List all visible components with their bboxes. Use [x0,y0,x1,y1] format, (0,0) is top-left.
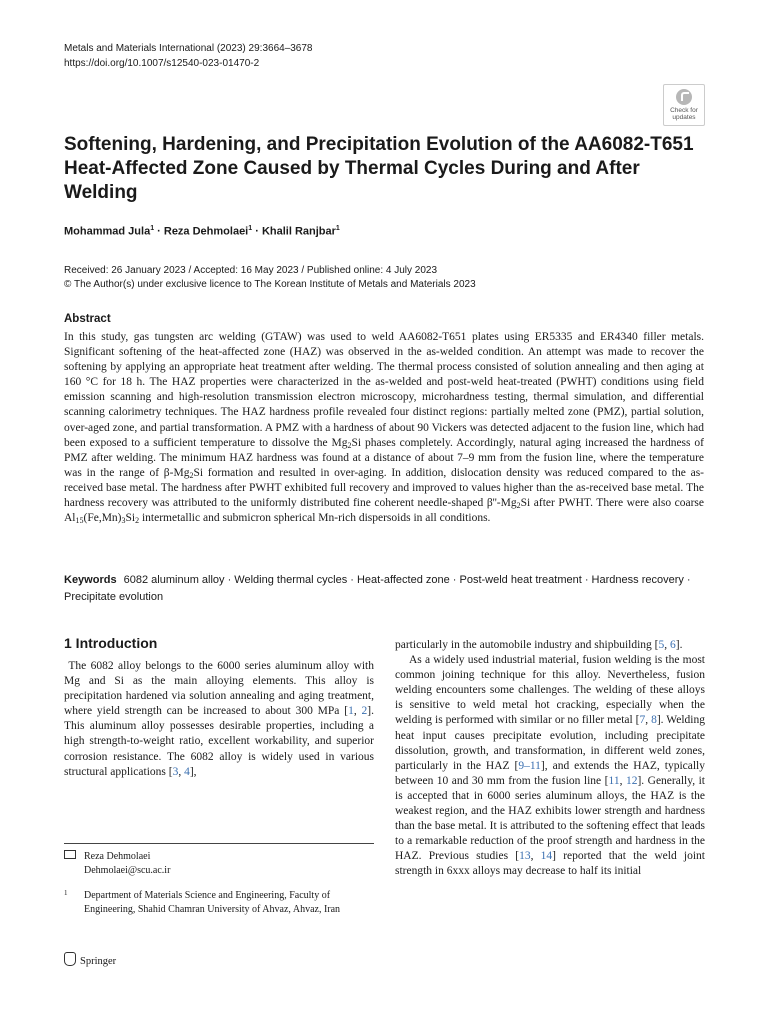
envelope-icon [64,850,76,859]
body-column-left [64,659,374,780]
keywords-label: Keywords [64,574,117,586]
citation-link[interactable]: 1 [348,705,354,718]
journal-citation [64,41,313,71]
doi-link[interactable]: https://doi.org/10.1007/s12540-023-01470-2 [64,58,260,69]
affiliation-text: Department of Materials Science and Engineering, Faculty of Engineering, Shahid Chamran University of Ahvaz, Ahvaz, Iran [84,890,341,915]
corresponding-author-name: Reza Dehmolaei [84,851,151,862]
abstract-text: In this study, gas tungsten arc welding (GTAW) was used to weld AA6082-T651 plates using ER5335 and ER4340 filler metals. Significant softening of the heat-affected zone (HAZ) was observed in the as-welded condition. An attempt was made to recover the softening by applying an appropriate heat treatment after welding. The thermal process consisted of solution annealing and then aging at 160 °C for 18 h. The HAZ properties were characterized in the as-welded and post-weld heat-treated (PWHT) conditions using field emission scanning and high-resolution transmission electron microscopy, microhardness testing, thermal simulation, and differential scanning calorimetry techniques. The HAZ hardness profile revealed four distinct regions: partially melted zone (PMZ), partial solution, over-aged zone, and partial transformation. A PMZ with a hardness of about 90 Vickers was detected adjacent to the fusion line, which had been exposed to a sufficient temperature to dissolve the $Mg_2Si$ phases completely. Accordingly, natural aging increased the hardness of PMZ after welding. The minimum HAZ hardness was found at a distance of about 7–9 mm from the fusion line, where the temperature was in the range of $\beta-Mg_2Si$ formation and resulted in over-aging. In addition, dislocation density was reduced compared to the as-received base metal. The hardness after PWHT exhibited full recovery and improved to values higher than the as-received base metal. The hardness recovery was attributed to the uniformly distributed fine coherent needle-shaped $\beta''-Mg_2Si$ after PWHT. There were also coarse $Al_{15}(Fe,Mn)_3Si_2$ intermetallic and submicron spherical Mn-rich dispersoids in all conditions. [64,331,705,526]
paragraph: particularly in the automobile industry and shipbuilding [5, 6]. [395,639,683,651]
citation-link[interactable]: 3 [172,765,179,778]
paper-title: Softening, Hardening, and Precipitation Evolution of the AA6082-T651 Heat-Affected Zone Caused by Thermal Cycles During and After Welding [64,134,694,203]
citation-link[interactable]: 9–11 [518,759,541,772]
citation-link[interactable]: 6 [670,639,676,651]
keywords-text: 6082 aluminum alloy · Welding thermal cycles · Heat-affected zone · Post-weld heat treatment · Hardness recovery · Precipitate evolution [64,574,691,603]
publisher-name: Springer [80,956,117,967]
author-affiliation-mark: 1 [150,225,155,232]
badge-line-2: updates [672,114,696,121]
journal-line: Metals and Materials International (2023) 29:3664–3678 [64,43,313,54]
corresponding-author [64,850,170,878]
citation-link[interactable]: 13 [519,850,531,863]
citation-link[interactable]: 4 [184,765,190,778]
paragraph: The 6082 alloy belongs to the 6000 series aluminum alloy with Mg and Si as the main alloying elements. This alloy is precipitation hardened via solution annealing and aging treatment, where yield strength can be increased to about 300 MPa [1, 2]. This aluminum alloy possesses desirable properties, including a high strength-to-weight ratio, excellent workability, and superior corrosion resistance. The 6082 alloy is widely used in various structural applications [3, 4], [64,660,374,778]
author-separator: · [154,225,164,238]
body-column-right [395,638,705,880]
check-for-updates-badge[interactable] [663,84,705,126]
badge-line-1: Check for [670,107,698,114]
publisher-footer [64,952,116,967]
crossmark-icon [676,89,692,105]
section-heading-introduction: 1 Introduction [64,635,158,651]
author-name[interactable]: Reza Dehmolaei [163,225,249,238]
citation-link[interactable]: 12 [625,774,638,787]
citation-link[interactable]: 2 [361,705,368,718]
abstract-heading: Abstract [64,313,111,325]
keywords [64,572,704,605]
author-name[interactable]: Mohammad Jula [64,225,151,238]
citation-link[interactable]: 14 [540,850,553,863]
paragraph: As a widely used industrial material, fusion welding is the most common joining technique for this alloy. Nevertheless, fusion welding encounters some challenges. The welding of these alloys is sensitive to weld metal hot cracking, especially when the welding is performed with similar or no filler metal [7, 8]. Welding heat input causes precipitate evolution, including precipitate dissolution, growth, and transformation, in different weld zones, particularly in the HAZ [9–11], and extends the HAZ, typically between 10 and 30 mm from the fusion line [11, 12]. Generally, it is accepted that in 6000 series aluminum alloys, the HAZ is the weakest region, and the HAZ exhibits lower strength and hardness than the base metal. It is attributed to the softening effect that leads to a remarkable reduction of the proof strength and hardness in the HAZ. Previous studies [13, 14] reported that the weld joint strength in 6xxx alloys may decrease to half its initial [395,654,706,878]
publication-history [64,264,476,292]
corresponding-author-email[interactable]: Dehmolaei@scu.ac.ir [84,865,171,876]
author-list [64,225,340,238]
citation-link[interactable]: 11 [608,774,620,787]
affiliation-number: 1 [64,889,68,897]
copyright-line: © The Author(s) under exclusive licence to The Korean Institute of Metals and Materials 2023 [64,279,476,290]
author-separator: · [252,225,262,238]
author-affiliation-mark: 1 [248,225,253,232]
author-name[interactable]: Khalil Ranjbar [261,225,336,238]
author-affiliation-mark: 1 [335,225,340,232]
citation-link[interactable]: 7 [639,714,646,727]
footnote-divider [64,843,374,844]
affiliation-footnote [64,889,364,917]
citation-link[interactable]: 5 [658,639,665,651]
citation-link[interactable]: 8 [651,714,657,727]
dates-line: Received: 26 January 2023 / Accepted: 16 May 2023 / Published online: 4 July 2023 [64,265,438,276]
springer-horse-icon [64,952,76,966]
